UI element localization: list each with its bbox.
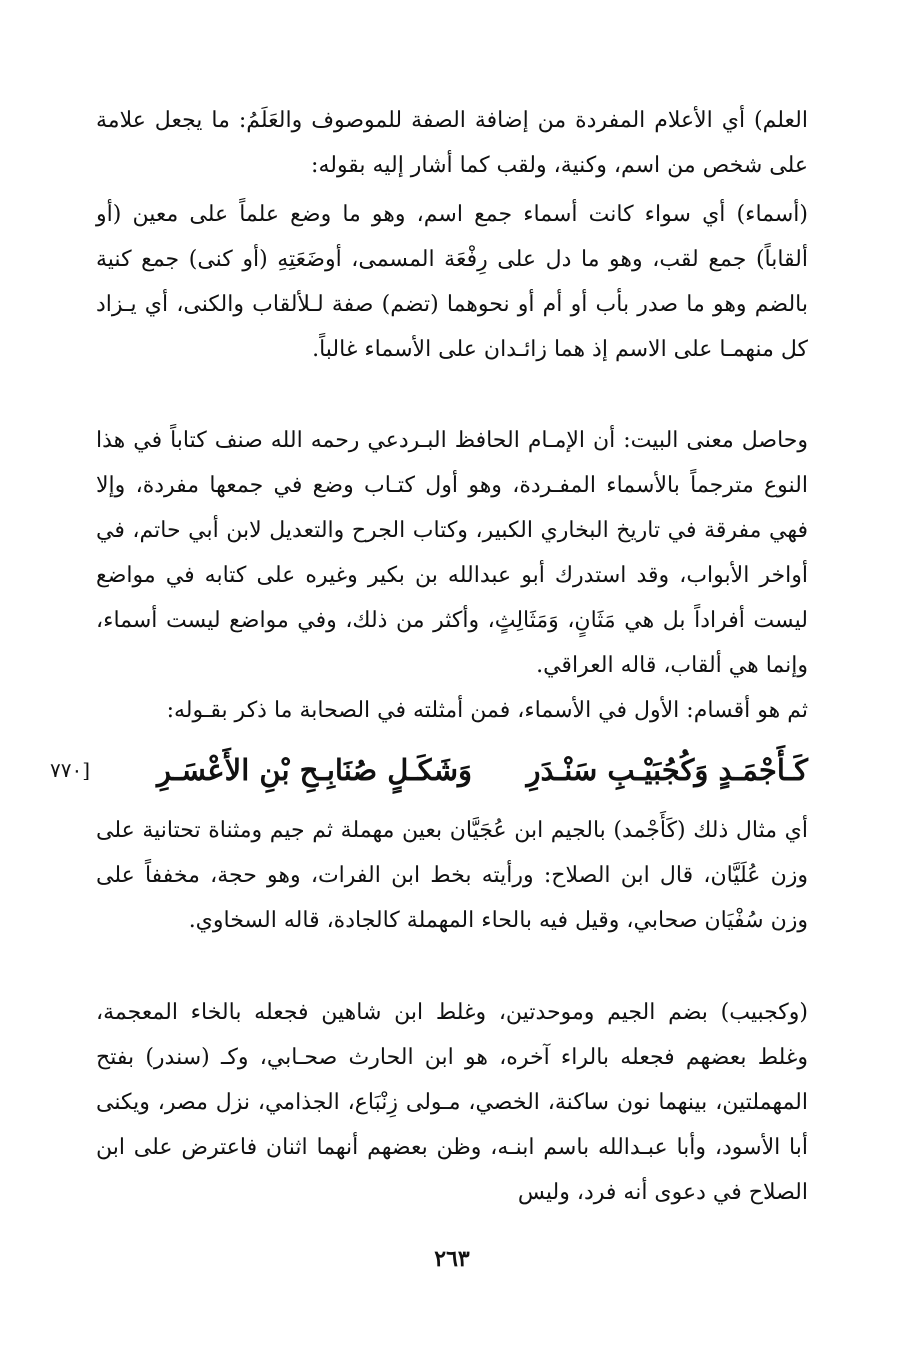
paragraph-verse-meaning: وحاصل معنى البيت: أن الإمـام الحافظ البـردعي رحمه الله صنف كتاباً في هذا النوع مترجماً بالأسماء المفـردة، وهو أول كتـاب وضع في جمعها مفردة، وإلا فهي مفرقة في تاريخ البخاري الكبير، وكتاب الجرح والتعديل لابن أبي حاتم، في أواخر الأبواب، وقد استدرك أبو عبدالله بن بكير وغيره على كتابه في مواضع ليست أفراداً بل هي مَثَانٍ، وَمَثَالِثٍ، وأكثر من ذلك، وفي مواضع ليست أسماء، وإنما هي ألقاب، قاله العراقي. [96, 428, 808, 678]
paragraph-kujubayb-commentary: (وكجبيب) بضم الجيم وموحدتين، وغلط ابن شاهين فجعله بالخاء المعجمة، وغلط بعضهم فجعله بالراء آخره، هو ابن الحارث صحـابي، وكـ (سندر) بفتح المهملتين، بينهما نون ساكنة، الخصي، مـولى زِنْبَاع، الجذامي، نزل مصر، ويكنى أبا الأسود، وأبا عبـدالله باسم ابنـه، وظن بعضهم أنهما اثنان فاعترض على ابن الصلاح في دعوى أنه فرد، وليس [96, 1000, 808, 1205]
paragraph-sections-intro: ثم هو أقسام: الأول في الأسماء، فمن أمثلته في الصحابة ما ذكر بقـوله: [166, 698, 808, 723]
page-number: ٢٦٣ [434, 1246, 470, 1272]
paragraph-definition-alam: العلم) أي الأعلام المفردة من إضافة الصفة للموصوف والعَلَمُ: ما يجعل علامة على شخص من اسم، وكنية، ولقب كما أشار إليه بقوله: [96, 108, 808, 178]
verse-number: [٧٧٠ [50, 758, 91, 782]
paragraph-names-titles-kunya: (أسماء) أي سواء كانت أسماء جمع اسم، وهو ما وضع علماً على معين (أو ألقاباً) جمع لقب، وهو ما دل على رِفْعَة المسمى، أوضَعَتِهِ (أو كنى) جمع كنية بالضم وهو ما صدر بأب أو أم أو نحوهما (تضم) صفة لـلألقاب والكنى، أي يـزاد كل منهمـا على الاسم إذ هما زائـدان على الأسماء غالباً. [96, 202, 808, 362]
verse-first-hemistich: كَـأَجْمَـدٍ وَكُجُبَيْـبِ سَنْـدَرِ [526, 753, 808, 787]
verse-second-hemistich: وَشَكَـلٍ صُنَابِـحِ بْنِ الأَعْسَـرِ [157, 753, 472, 787]
paragraph-ajmad-commentary: أي مثال ذلك (كَأَجْمد) بالجيم ابن عُجَيَّان بعين مهملة ثم جيم ومثناة تحتانية على وزن عُلَيَّان، قال ابن الصلاح: ورأيته بخط ابن الفرات، وهو حجة، مخففاً على وزن سُفْيَان صحابي، وقيل فيه بالحاء المهملة كالجادة، قاله السخاوي. [96, 818, 808, 933]
poem-verse [50, 740, 808, 800]
